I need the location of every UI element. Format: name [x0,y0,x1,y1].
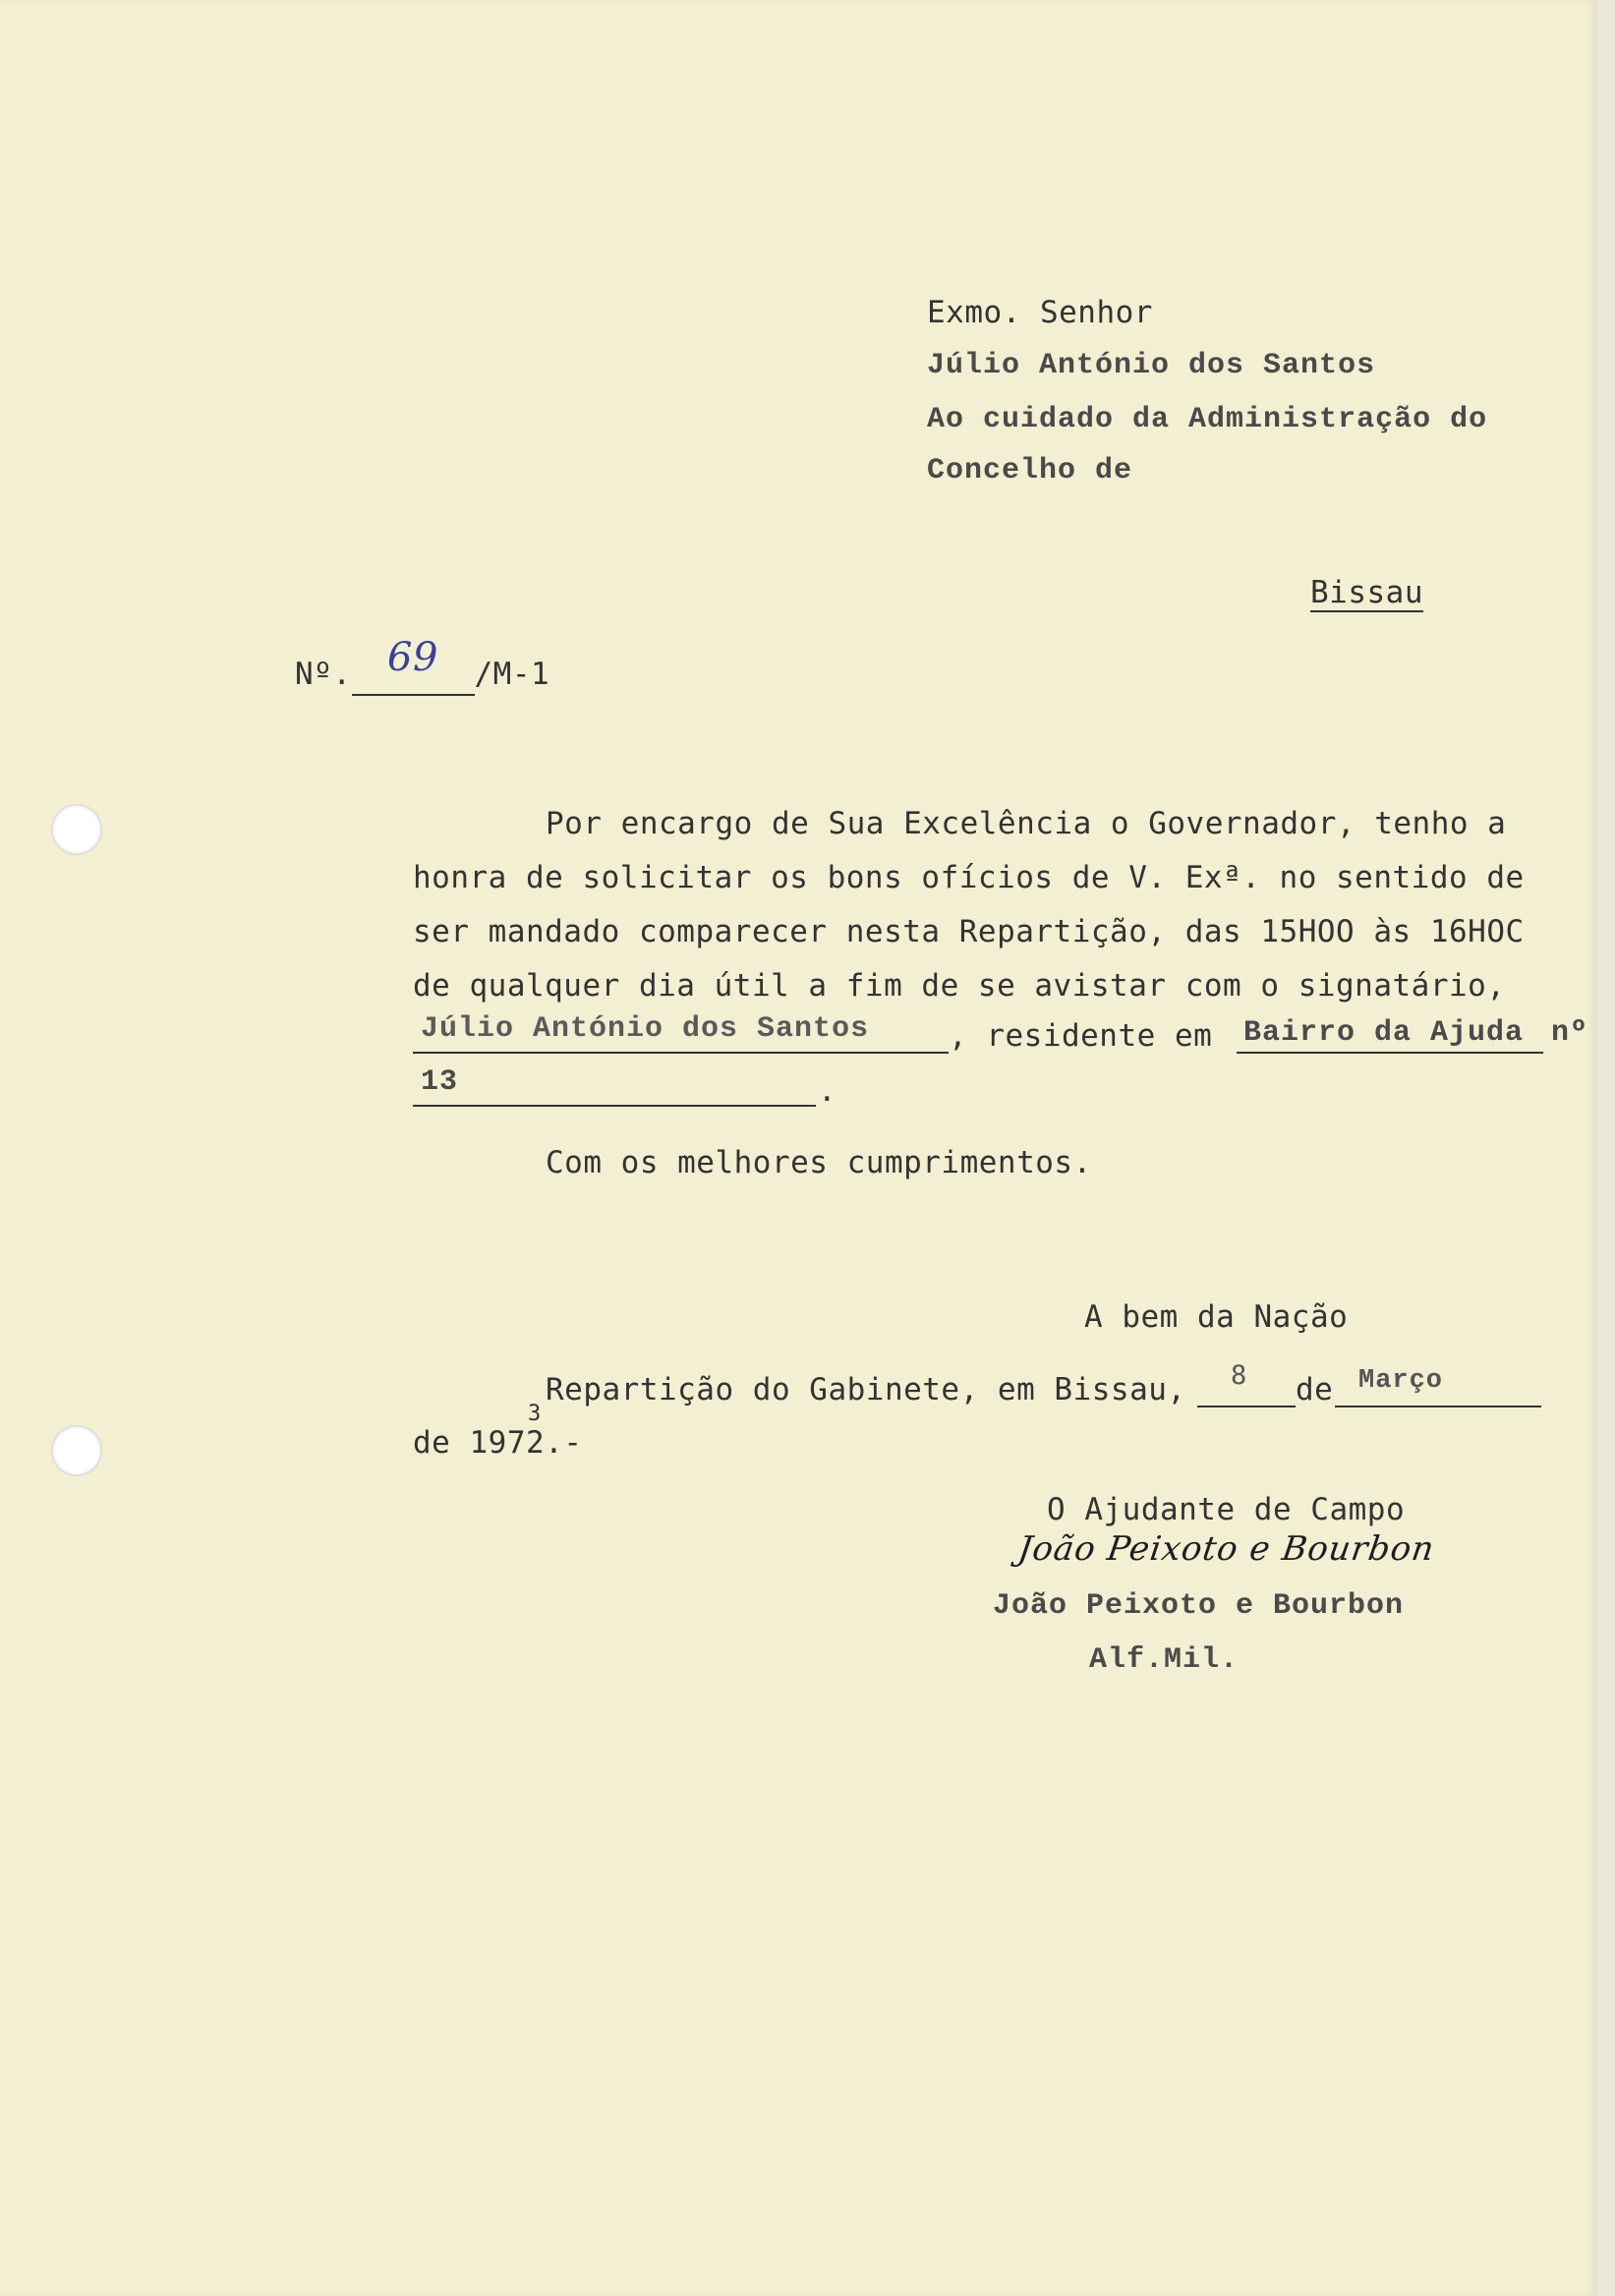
body-line-1: Por encargo de Sua Excelência o Governador, tenho a [546,806,1507,841]
addressee-city-text: Bissau [1310,575,1423,610]
residence-label: , residente em [949,1018,1213,1054]
dateline-year-corrected-digit: 3 [527,1402,542,1426]
dateline-year-original-digit: 2 [525,1425,546,1461]
punch-hole-bottom [51,1425,102,1476]
address-part-3: 13 [421,1065,459,1099]
dateline-year [413,1402,583,1461]
dateline-year-suffix: .- [545,1425,583,1461]
body-line-4: de qualquer dia útil a fim de se avistar com o signatário, [413,968,1506,1004]
address-line [1237,1052,1543,1054]
reference-number-handwritten: 69 [387,635,438,680]
dateline-day-line [1197,1406,1296,1407]
address-part-1: Bairro da Ajuda [1243,1016,1525,1050]
addressee-care-of-2: Concelho de [927,454,1133,488]
addressee-salutation: Exmo. Senhor [927,295,1153,330]
addressee-care-of-1: Ao cuidado da Administração do [927,403,1488,436]
address-part-2: nº [1551,1016,1589,1050]
person-name: Júlio António dos Santos [421,1012,870,1046]
handwritten-signature: João Peixoto e Bourbon [1015,1529,1438,1569]
signature-rank: Alf.Mil. [1089,1643,1240,1677]
dateline-year-prefix: de 197 [413,1425,526,1461]
dateline-de-label: de [1296,1372,1334,1407]
dateline-month: Março [1358,1366,1444,1396]
dateline-year-digit [525,1402,546,1461]
reference-suffix: /M-1 [474,657,550,692]
addressee-name: Júlio António dos Santos [927,349,1376,382]
reference-prefix: Nº. [295,657,352,692]
punch-hole-top [51,804,102,855]
address-period: . [818,1073,837,1109]
addressee-city [1310,575,1423,612]
closing-motto: A bem da Nação [1084,1299,1349,1335]
person-name-line [413,1052,949,1054]
body-line-3: ser mandado comparecer nesta Repartição, das 15HOO às 16HOC [413,914,1525,949]
reference-number [295,635,550,696]
signature-title: O Ajudante de Campo [1047,1492,1406,1527]
dateline-day: 8 [1231,1360,1247,1391]
dateline-month-line [1335,1406,1541,1407]
address-continuation-line [413,1105,816,1107]
reference-number-field [352,635,475,696]
closing-greeting: Com os melhores cumprimentos. [546,1145,1092,1180]
signature-name: João Peixoto e Bourbon [993,1589,1405,1623]
dateline-place: Repartição do Gabinete, em Bissau, [546,1372,1186,1407]
body-line-2: honra de solicitar os bons ofícios de V. Exª. no sentido de [413,860,1525,895]
